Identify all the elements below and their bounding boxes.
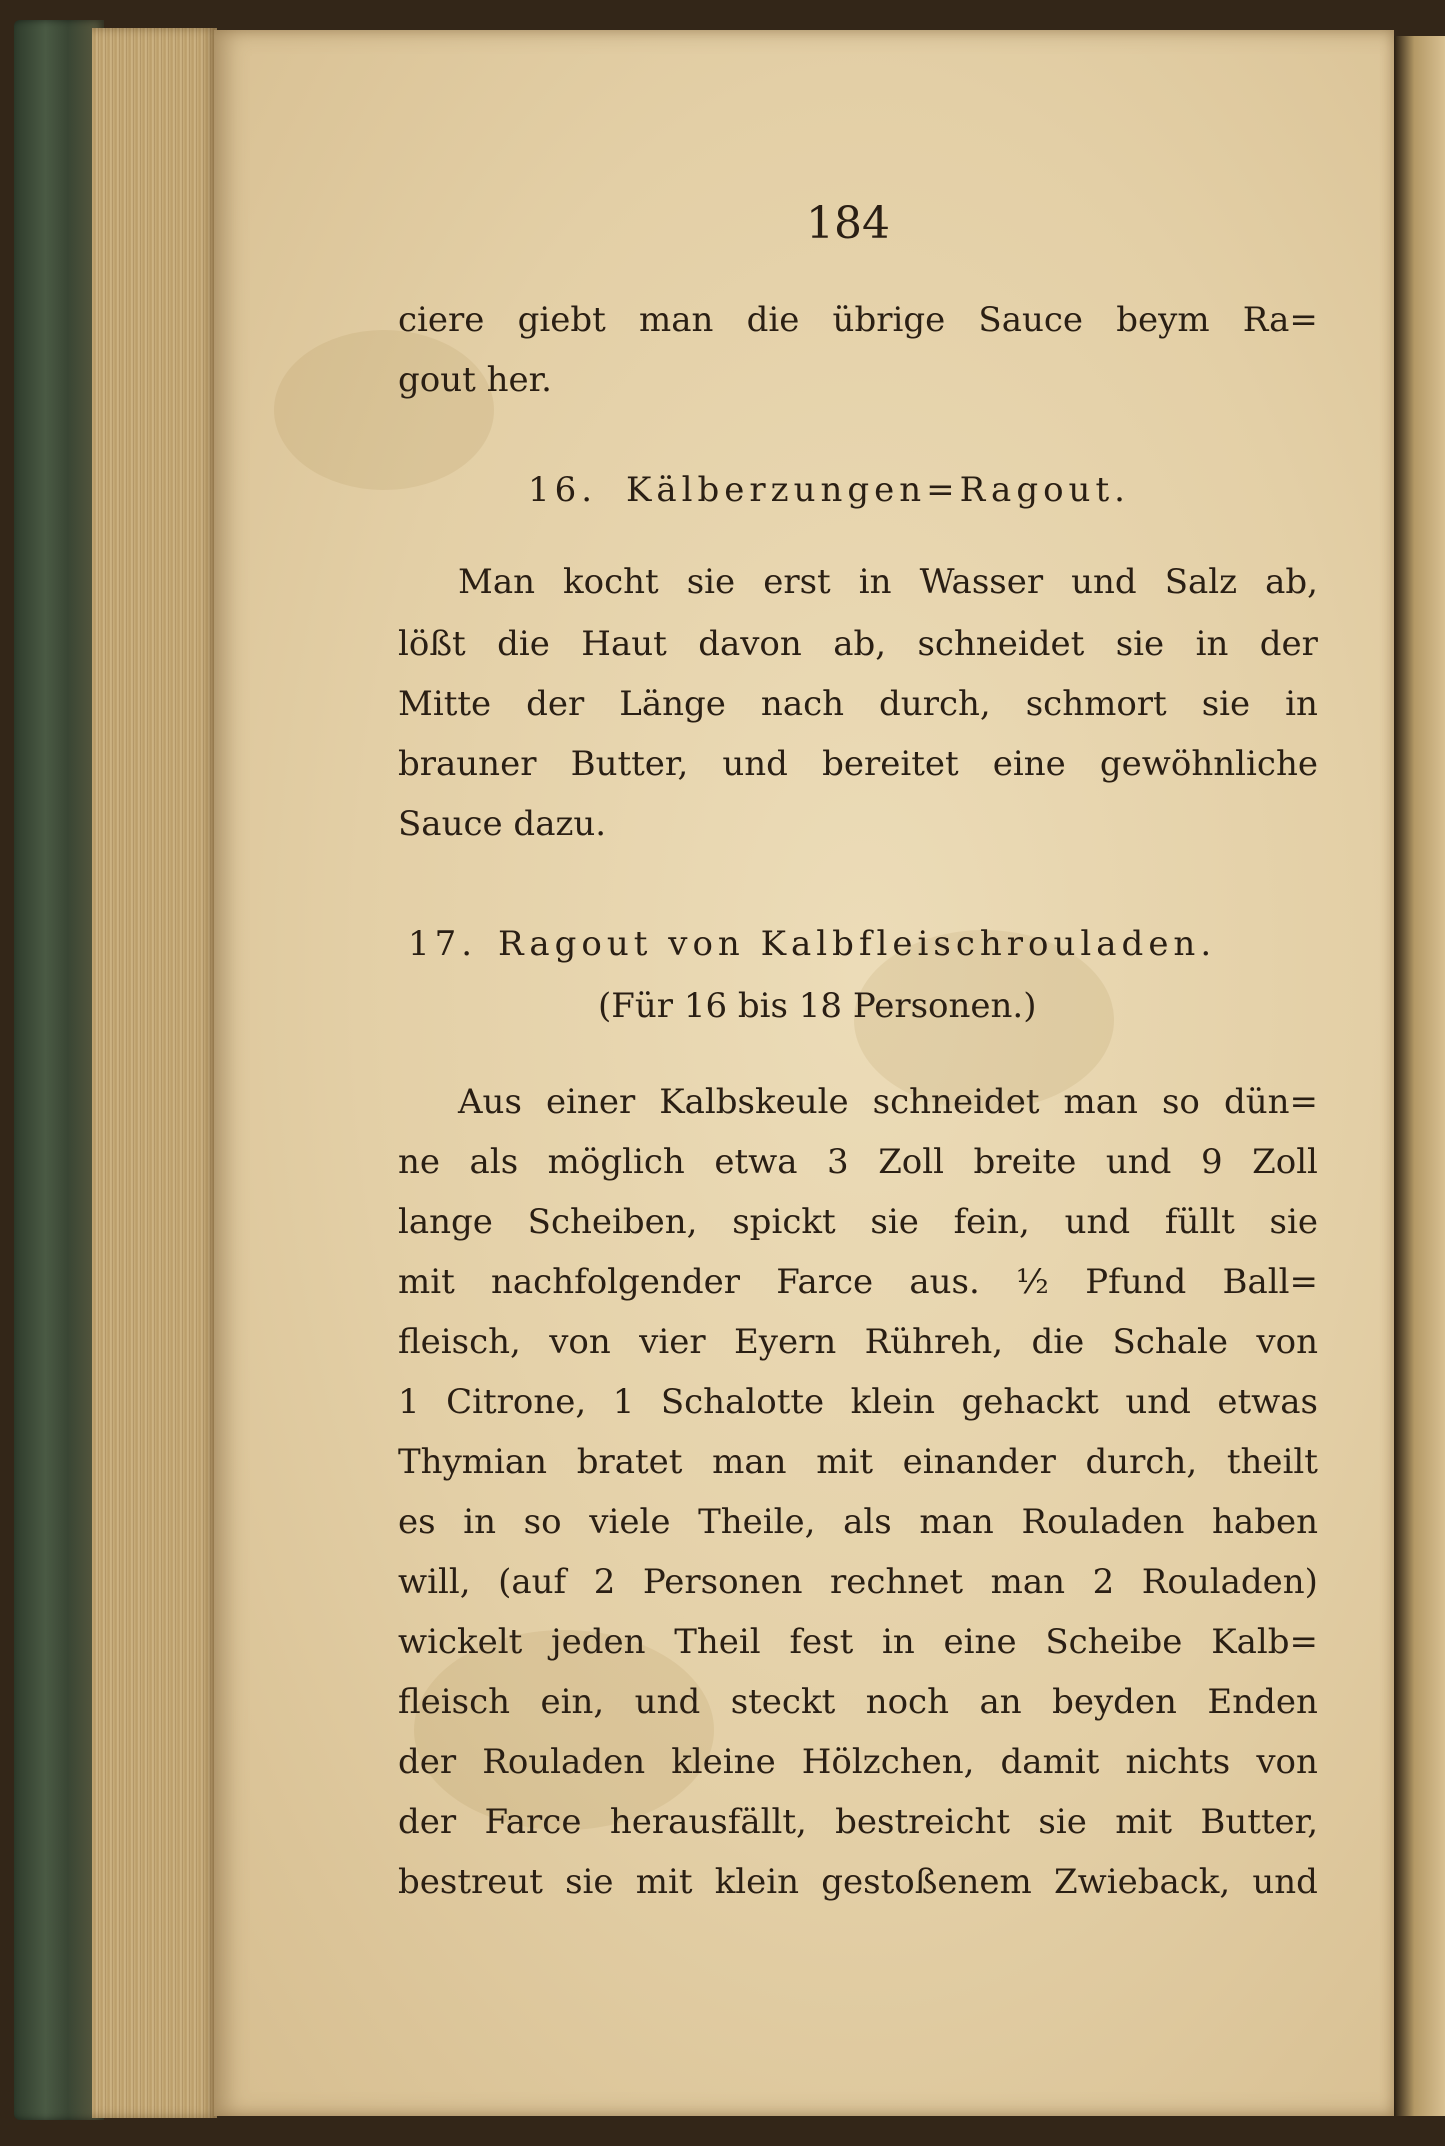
recipe-title: Kälberzungen=Ragout. — [626, 470, 1130, 510]
word: sie — [1115, 624, 1165, 664]
word: ne — [398, 1142, 441, 1182]
recipe-number: 16. — [528, 470, 598, 510]
word: beym — [1116, 300, 1210, 340]
page-number: 184 — [806, 198, 890, 249]
word: Zwieback, — [1053, 1862, 1231, 1902]
word: breite — [973, 1142, 1077, 1182]
word: Theil — [674, 1622, 761, 1662]
text-line: gout her. — [398, 360, 552, 400]
word: so — [523, 1502, 562, 1542]
word: sie — [686, 562, 736, 602]
text-line — [398, 1082, 1318, 1122]
text-line — [398, 1862, 1318, 1902]
word: der — [398, 1742, 457, 1782]
word: ciere — [398, 300, 485, 340]
word: Mitte — [398, 684, 492, 724]
recipe-number: 17. — [408, 924, 478, 964]
word: bestreicht — [835, 1802, 1011, 1842]
word: eine — [992, 744, 1066, 784]
text-line — [398, 300, 1318, 340]
text-line — [398, 1322, 1318, 1362]
word: kocht — [563, 562, 659, 602]
word: 2 — [1092, 1562, 1115, 1602]
word: füllt — [1164, 1202, 1235, 1242]
text-line: Sauce dazu. — [398, 804, 607, 844]
word: etwas — [1217, 1382, 1318, 1422]
word: Butter, — [1200, 1802, 1318, 1842]
text-line — [398, 562, 1318, 602]
word: mit — [635, 1862, 693, 1902]
word: Eyern — [733, 1322, 837, 1362]
word: Butter, — [570, 744, 689, 784]
recipe-subtitle: (Für 16 bis 18 Personen.) — [598, 986, 1037, 1026]
word: klein — [850, 1382, 935, 1422]
word: 1 — [612, 1382, 635, 1422]
word: Scheiben, — [527, 1202, 698, 1242]
word: mit — [1115, 1802, 1172, 1842]
word: in — [858, 562, 892, 602]
text-line — [398, 1742, 1318, 1782]
word: und — [1105, 1142, 1172, 1182]
word: in — [1195, 624, 1229, 664]
book-cover — [14, 20, 104, 2120]
word: von — [1256, 1742, 1318, 1782]
word: bratet — [576, 1442, 683, 1482]
word: Farce — [484, 1802, 582, 1842]
word: Ball= — [1222, 1262, 1318, 1302]
word: sie — [1201, 684, 1251, 724]
word: Schalotte — [660, 1382, 825, 1422]
word: Rouladen — [482, 1742, 646, 1782]
word: haben — [1212, 1502, 1318, 1542]
word: durch, — [1085, 1442, 1198, 1482]
word: Haut — [581, 624, 667, 664]
word: schneidet — [872, 1082, 1040, 1122]
text-line — [398, 684, 1318, 724]
word: 1 — [398, 1382, 420, 1422]
word: durch, — [879, 684, 991, 724]
recipe-title: Ragout von Kalbfleischrouladen. — [498, 924, 1217, 964]
word: will, — [398, 1562, 471, 1602]
word: die — [497, 624, 550, 664]
word: sie — [1038, 1802, 1087, 1842]
word: fleisch — [398, 1682, 511, 1722]
word: Hölzchen, — [801, 1742, 975, 1782]
word: noch — [865, 1682, 949, 1722]
word: fest — [789, 1622, 854, 1662]
text-line — [398, 744, 1318, 784]
word: 9 — [1200, 1142, 1223, 1182]
page-edges — [92, 28, 217, 2118]
word: schmort — [1025, 684, 1167, 724]
word: man — [990, 1562, 1066, 1602]
word: fein, — [953, 1202, 1030, 1242]
word: die — [1031, 1322, 1085, 1362]
word: fleisch, — [398, 1322, 521, 1362]
text-line — [398, 1802, 1318, 1842]
word: sie — [1269, 1202, 1318, 1242]
word: Ra= — [1242, 300, 1318, 340]
word: man — [638, 300, 714, 340]
word: in — [882, 1622, 915, 1662]
word: und — [1125, 1382, 1191, 1422]
word: möglich — [547, 1142, 685, 1182]
word: eine — [943, 1622, 1017, 1662]
word: etwa — [714, 1142, 798, 1182]
word: Schale — [1112, 1322, 1229, 1362]
facing-page-edge — [1394, 36, 1445, 2116]
word: wickelt — [398, 1622, 523, 1662]
word: Personen — [642, 1562, 803, 1602]
word: gehackt — [961, 1382, 1099, 1422]
word: 2 — [593, 1562, 616, 1602]
word: Man — [458, 562, 535, 602]
text-line — [398, 1682, 1318, 1722]
stain — [274, 330, 494, 490]
word: erst — [763, 562, 831, 602]
word: Salz — [1164, 562, 1238, 602]
word: vier — [639, 1322, 706, 1362]
word: Farce — [776, 1262, 874, 1302]
word: aus. — [909, 1262, 980, 1302]
word: Theile, — [698, 1502, 816, 1542]
word: gestoßenem — [821, 1862, 1032, 1902]
word: Rühreh, — [864, 1322, 1004, 1362]
word: Pfund — [1085, 1262, 1187, 1302]
word: Sauce — [978, 300, 1084, 340]
word: bestreut — [398, 1862, 543, 1902]
word: brauner — [398, 744, 537, 784]
word: (auf — [498, 1562, 567, 1602]
word: in — [463, 1502, 497, 1542]
word: Scheibe — [1045, 1622, 1183, 1662]
word: ein, — [540, 1682, 605, 1722]
word: man — [712, 1442, 787, 1482]
word: Enden — [1207, 1682, 1318, 1722]
word: sie — [870, 1202, 919, 1242]
word: jeden — [551, 1622, 646, 1662]
word: Zoll — [878, 1142, 945, 1182]
word: man — [1063, 1082, 1138, 1122]
text-line — [398, 1262, 1318, 1302]
word: nichts — [1125, 1742, 1231, 1782]
word: nachfolgender — [491, 1262, 740, 1302]
word: Wasser — [919, 562, 1044, 602]
word: bereitet — [822, 744, 959, 784]
word: klein — [714, 1862, 800, 1902]
word: Zoll — [1252, 1142, 1318, 1182]
word: einander — [902, 1442, 1056, 1482]
word: Rouladen — [1021, 1502, 1185, 1542]
word: von — [1256, 1322, 1318, 1362]
word: als — [469, 1142, 519, 1182]
word: der — [526, 684, 585, 724]
word: herausfällt, — [609, 1802, 807, 1842]
word: Citrone, — [446, 1382, 587, 1422]
word: man — [919, 1502, 994, 1542]
word: Thymian — [398, 1442, 548, 1482]
word: theilt — [1226, 1442, 1318, 1482]
word: lößt — [398, 624, 466, 664]
word: so — [1161, 1082, 1200, 1122]
word: kleine — [671, 1742, 776, 1782]
word: viele — [589, 1502, 671, 1542]
word: beyden — [1052, 1682, 1177, 1722]
word: davon — [698, 624, 802, 664]
text-line — [398, 1502, 1318, 1542]
word: übrige — [832, 300, 946, 340]
word: nach — [760, 684, 845, 724]
word: die — [746, 300, 800, 340]
word: und — [722, 744, 788, 784]
text-line — [398, 1442, 1318, 1482]
word: spickt — [732, 1202, 836, 1242]
word: und — [1252, 1862, 1318, 1902]
text-line — [398, 1562, 1318, 1602]
word: in — [1285, 684, 1318, 724]
text-line — [398, 1202, 1318, 1242]
word: ab, — [833, 624, 887, 664]
word: der — [1259, 624, 1318, 664]
word: einer — [545, 1082, 636, 1122]
word: giebt — [517, 300, 606, 340]
text-line — [398, 1622, 1318, 1662]
word: es — [398, 1502, 436, 1542]
text-line — [398, 1382, 1318, 1422]
word: damit — [1000, 1742, 1100, 1782]
word: ab, — [1265, 562, 1318, 602]
word: Rouladen) — [1141, 1562, 1318, 1602]
word: Kalbskeule — [659, 1082, 849, 1122]
word: an — [979, 1682, 1022, 1722]
word: schneidet — [917, 624, 1085, 664]
word: sie — [565, 1862, 614, 1902]
word: lange — [398, 1202, 493, 1242]
word: und — [1071, 562, 1137, 602]
word: mit — [398, 1262, 455, 1302]
word: als — [843, 1502, 892, 1542]
text-line — [398, 1142, 1318, 1182]
word: dün= — [1223, 1082, 1318, 1122]
word: und — [634, 1682, 701, 1722]
word: mit — [816, 1442, 873, 1482]
word: gewöhnliche — [1099, 744, 1318, 784]
word: ½ — [1016, 1262, 1050, 1302]
word: Kalb= — [1211, 1622, 1318, 1662]
word: Länge — [619, 684, 726, 724]
word: steckt — [730, 1682, 836, 1722]
word: Aus — [458, 1082, 522, 1122]
word: und — [1064, 1202, 1131, 1242]
word: rechnet — [830, 1562, 964, 1602]
text-line — [398, 624, 1318, 664]
word: 3 — [827, 1142, 849, 1182]
word: der — [398, 1802, 457, 1842]
word: von — [549, 1322, 611, 1362]
